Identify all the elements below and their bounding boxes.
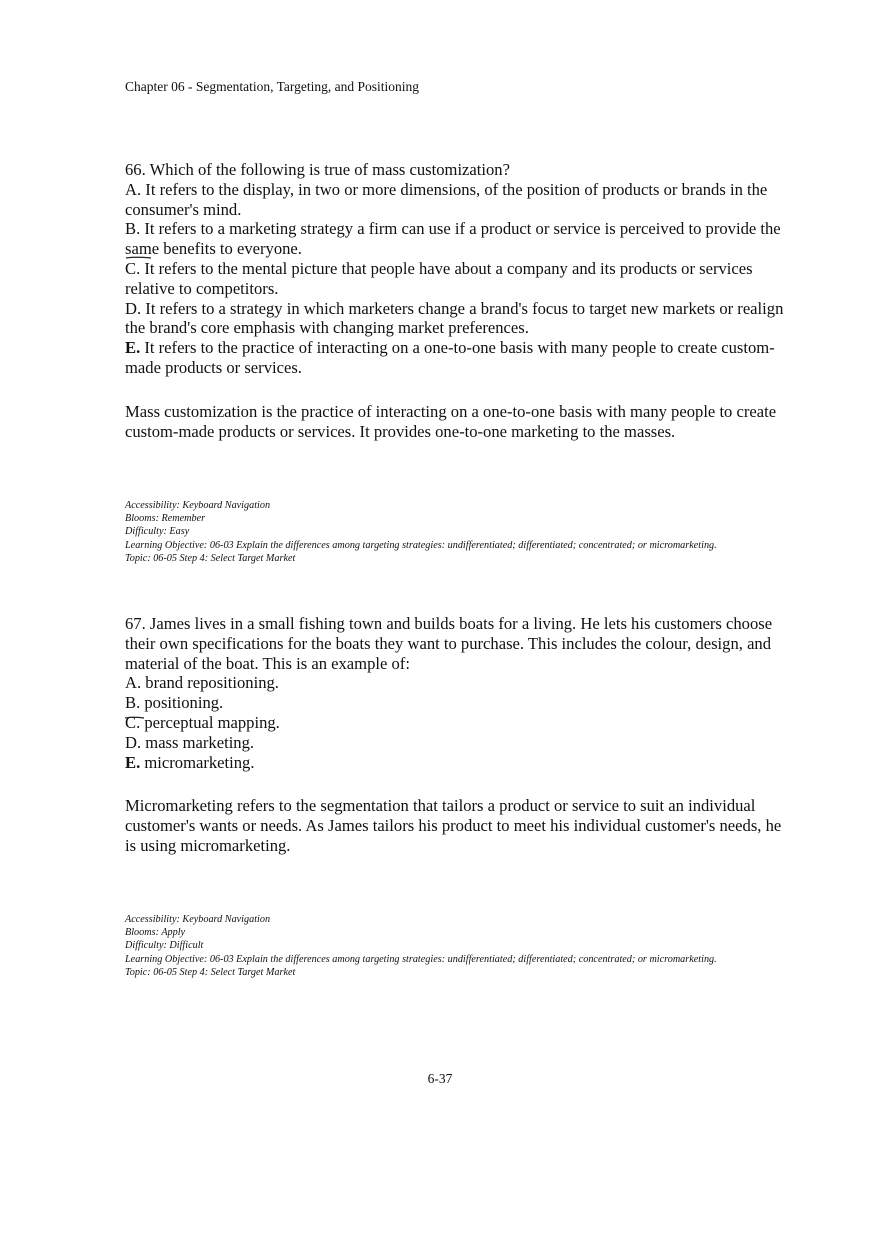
option-b [125, 219, 785, 259]
option-letter: A. [125, 179, 142, 199]
option-letter: B. [125, 693, 141, 713]
question-67 [125, 614, 785, 772]
option-letter-correct: E. [125, 752, 141, 772]
option-text: It refers to the mental picture that people have about a company and its products or services relative to competitors. [125, 258, 753, 298]
metadata-67 [125, 913, 745, 979]
option-d [125, 733, 785, 753]
option-letter: D. [125, 732, 142, 752]
meta-topic: Topic: 06-05 Step 4: Select Target Market [125, 552, 296, 564]
option-text: brand repositioning. [141, 673, 279, 693]
meta-accessibility: Accessibility: Keyboard Navigation [125, 914, 271, 925]
option-text: positioning. [140, 693, 224, 713]
question-stem: 66. Which of the following is true of mass customization? [125, 160, 510, 179]
option-a [125, 180, 785, 220]
option-c [125, 713, 785, 733]
option-text: It refers to a marketing strategy a firm can use if a product or service is perceived to provide the same benefits to everyone. [125, 219, 781, 259]
meta-blooms: Blooms: Apply [125, 927, 186, 939]
option-e-correct [125, 753, 785, 773]
question-stem: 67. James lives in a small fishing town and builds boats for a living. He lets his customers choose their own specifications for the boats they want to purchase. This includes the colour, design, and material of the boat. This is an example of: [125, 614, 773, 673]
meta-learning-objective: Learning Objective: 06-03 Explain the differences among targeting strategies: undifferentiated; differentiated; concentrated; or micromarketing. [125, 539, 717, 551]
question-66 [125, 160, 785, 378]
option-a [125, 673, 785, 693]
option-text: mass marketing. [141, 732, 255, 752]
option-b [125, 693, 785, 713]
option-text: It refers to the display, in two or more dimensions, of the position of products or brands in the consumer's mind. [125, 179, 768, 219]
option-text: micromarketing. [140, 752, 255, 772]
option-e-correct [125, 338, 785, 378]
option-letter: C. [125, 258, 141, 278]
option-letter: A. [125, 673, 142, 693]
metadata-66 [125, 499, 745, 565]
meta-learning-objective: Learning Objective: 06-03 Explain the differences among targeting strategies: undifferentiated; differentiated; concentrated; or micromarketing. [125, 953, 717, 965]
option-text: perceptual mapping. [140, 712, 280, 732]
option-c [125, 259, 785, 299]
option-text: It refers to a strategy in which marketers change a brand's focus to target new markets or realign the brand's core emphasis with changing market preferences. [125, 298, 784, 338]
meta-topic: Topic: 06-05 Step 4: Select Target Market [125, 966, 296, 978]
meta-difficulty: Difficulty: Difficult [125, 940, 204, 952]
option-letter: D. [125, 298, 142, 318]
option-d [125, 299, 785, 339]
option-text: It refers to the practice of interacting on a one-to-one basis with many people to create custom-made products or services. [125, 338, 775, 377]
option-letter-correct: E. [125, 338, 141, 358]
meta-difficulty: Difficulty: Easy [125, 526, 190, 538]
explanation-66: Mass customization is the practice of interacting on a one-to-one basis with many people to create custom-made products or services. It provides one-to-one marketing to the masses. [125, 402, 777, 441]
option-letter: B. [125, 219, 141, 239]
running-head: Chapter 06 - Segmentation, Targeting, and Positioning [125, 79, 420, 94]
meta-blooms: Blooms: Remember [125, 513, 206, 525]
page-number: 6-37 [427, 1071, 453, 1086]
option-letter: C. [125, 712, 141, 732]
meta-accessibility: Accessibility: Keyboard Navigation [125, 500, 271, 511]
explanation-67: Micromarketing refers to the segmentation that tailors a product or service to suit an individual customer's wants or needs. As James tailors his product to meet his individual customer's needs, he is using micromarketing. [125, 796, 782, 855]
